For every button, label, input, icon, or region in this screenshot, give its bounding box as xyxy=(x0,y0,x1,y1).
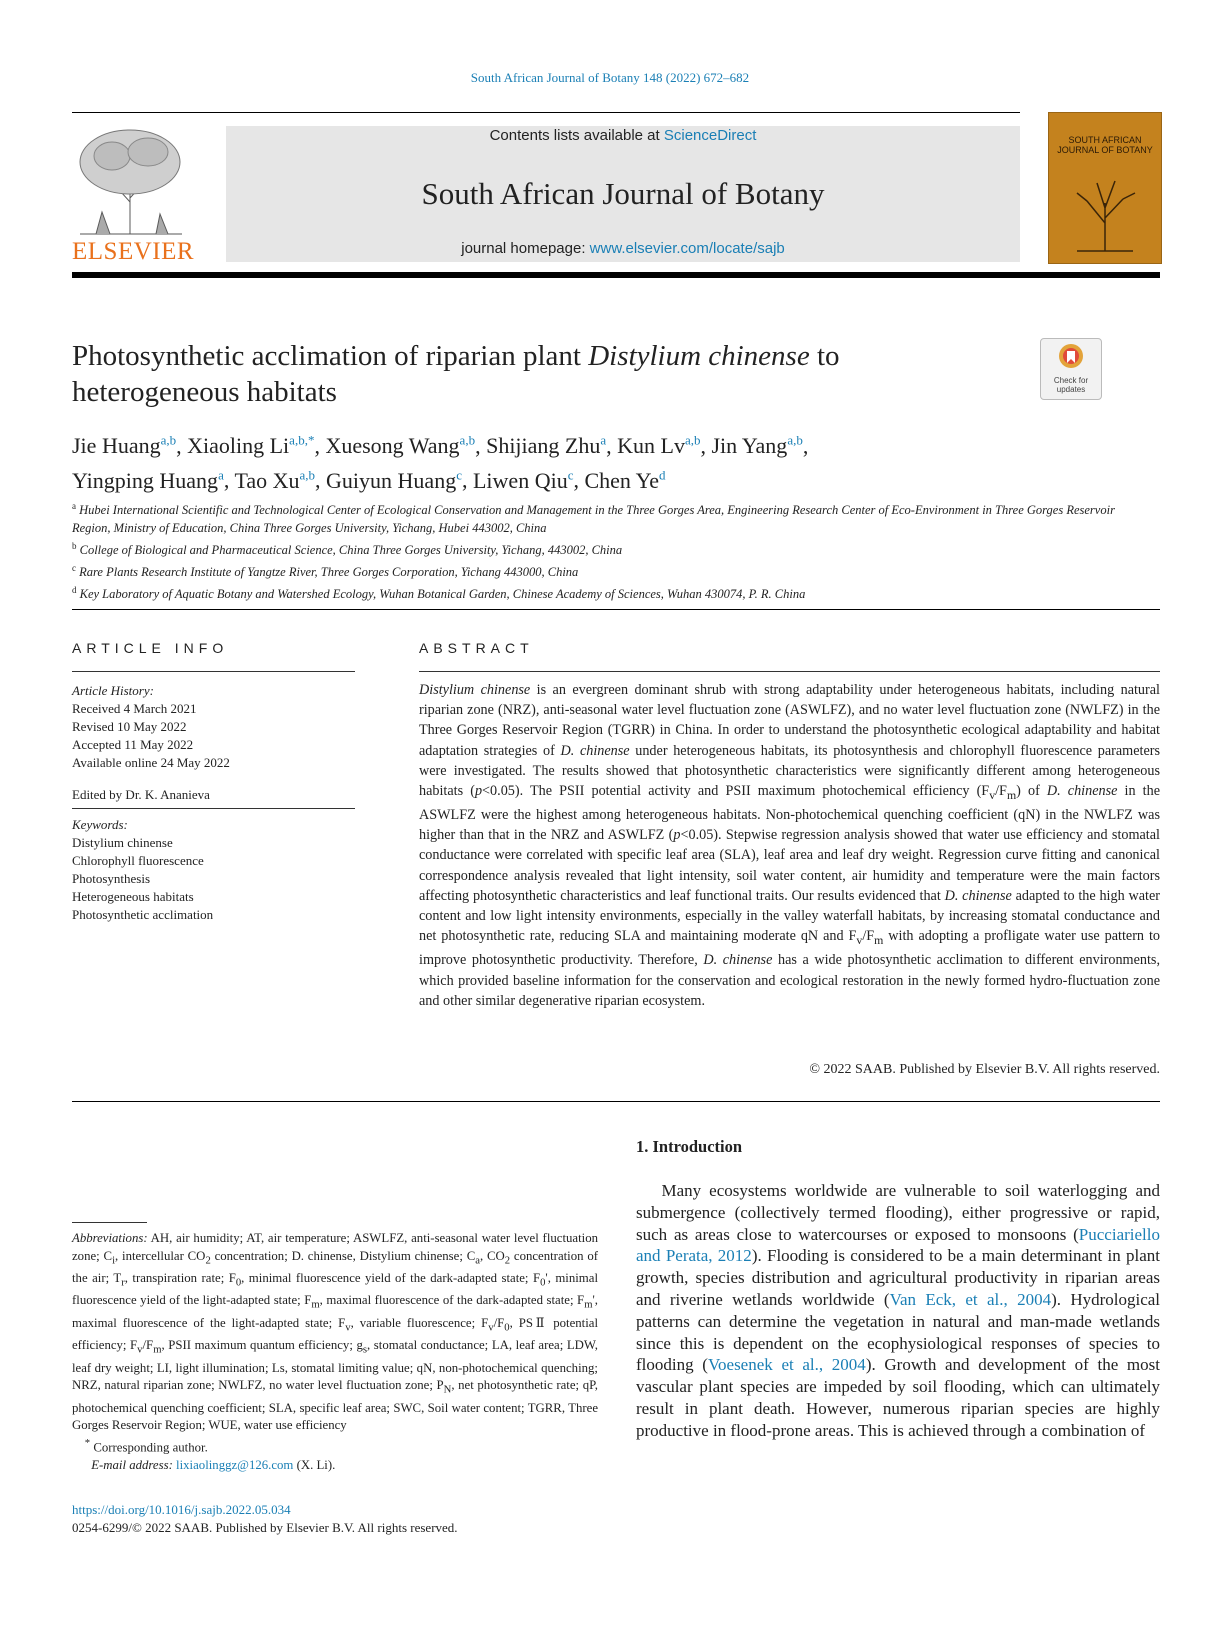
doi-link[interactable]: https://doi.org/10.1016/j.sajb.2022.05.034 xyxy=(72,1502,291,1517)
keyword: Photosynthetic acclimation xyxy=(72,907,214,922)
reference-link[interactable]: Pucciariello and Perata, 2012 xyxy=(636,1224,1160,1266)
elsevier-tree-logo xyxy=(72,122,190,236)
author[interactable]: Jin Yang$^{a,b}$ xyxy=(711,433,803,459)
reference-link[interactable]: Van Eck, et al., 2004 xyxy=(889,1289,1052,1309)
affiliations xyxy=(72,497,1152,604)
email-link[interactable]: lixiaolinggz@126.com xyxy=(176,1458,294,1473)
journal-homepage: journal homepage: www.elsevier.com/locate/sajb xyxy=(461,240,785,257)
affiliation: $^a$ Hubei International Scientific and Technological Center of Ecological Conservation and Management in the Three Gorges Area, Engineering Research Center of Eco-Environment in Three Gorges Reservoir Region, Ministry of Education, China Three Gorges University, Yichang, Hubei 443002, China xyxy=(72,501,1115,536)
homepage-link[interactable]: www.elsevier.com/locate/sajb xyxy=(589,240,785,257)
author[interactable]: Tao Xu$^{a,b}$ xyxy=(234,467,316,493)
abstract-heading: ABSTRACT xyxy=(419,640,534,656)
reference-link[interactable]: Voesenek et al., 2004 xyxy=(707,1355,866,1375)
abbreviations-footnote: Abbreviations: AH, air humidity; AT, air temperature; ASWLFZ, anti-seasonal water level fluctuation zone; $C_i$, intercellular $CO_2$ concentration; D. chinense, Distylium chinense; $C_a$, $CO_2$ concentration of the air; $T_r$, transpiration rate; $F_0$, minimal fluorescence yield of the dark-adapted state; $F_0'$, minimal fluorescence yield of the light-adapted state; $F_m$, maximal fluorescence of the dark-adapted state; $F_m'$, maximal fluorescence of the light-adapted state; $F_v$, variable fluorescence; $F_v/F_0$, PSⅡ potential efficiency; $F_v/F_m$, PSII maximum quantum efficiency; $g_s$, stomatal conductance; LA, leaf area; LDW, leaf dry weight; LI, light illumination; Ls, stomatal limiting value; qN, non-photochemical quenching; NRZ, natural riparian zone; NWLFZ, no water level fluctuation zone; $P_N$, net photosynthetic rate; qP, photochemical quenching coefficient; SLA, specific leaf area; SWC, Soil water content; TGRR, Three Gorges Reservoir Region; WUE, water use efficiency * Corresponding author. E-mail address: lixiaolinggz@126.com (X. Li). xyxy=(72,1231,599,1473)
header-thick-rule xyxy=(72,272,1160,278)
affiliation: $^c$ Rare Plants Research Institute of Yangtze River, Three Gorges Corporation, Yichang 443000, China xyxy=(72,563,579,580)
keyword: Distylium chinense xyxy=(72,835,173,850)
introduction-heading: 1. Introduction xyxy=(636,1137,743,1156)
section-rule-bottom xyxy=(72,1101,1160,1102)
cover-title: SOUTH AFRICAN JOURNAL OF BOTANY xyxy=(1057,135,1153,155)
journal-name: South African Journal of Botany xyxy=(421,176,825,211)
elsevier-wordmark[interactable]: ELSEVIER xyxy=(72,238,195,265)
header-rule xyxy=(72,112,1020,113)
article-history: Article History: Received 4 March 2021 Revised 10 May 2022 Accepted 11 May 2022 Available online 24 May 2022 xyxy=(72,683,230,770)
author[interactable]: Chen Ye$^d$ xyxy=(584,467,666,493)
author[interactable]: Shijiang Zhu$^a$ xyxy=(486,433,607,459)
keyword: Photosynthesis xyxy=(72,871,151,886)
footnote-rule xyxy=(72,1222,147,1223)
author-list: Jie Huang$^{a,b}$, Xiaoling $Li^{a,b,*}$, Xuesong Wang$^{a,b}$, Shijiang Zhu$^a$, Kun Lv$^{a,b}$, Jin Yang$^{a,b}$, Yingping Huang$^a$, Tao Xu$^{a,b}$, Guiyun Huang$^c$, Liwen Qiu$^c$, Chen Ye$^d$ xyxy=(72,433,809,493)
keyword: Chlorophyll fluorescence xyxy=(72,853,204,868)
author[interactable]: Jie Huang$^{a,b}$ xyxy=(72,433,177,459)
contents-availability: Contents lists available at ScienceDirect xyxy=(489,127,757,144)
affiliation: $^b$ College of Biological and Pharmaceutical Science, China Three Gorges University, Yichang, 443002, China xyxy=(72,541,623,558)
cover-tree-illustration xyxy=(1067,163,1143,253)
affiliation: $^d$ Key Laboratory of Aquatic Botany and Watershed Ecology, Wuhan Botanical Garden, Chinese Academy of Sciences, Wuhan 430074, P. R. China xyxy=(72,585,806,602)
issn-copyright: 0254-6299/© 2022 SAAB. Published by Elsevier B.V. All rights reserved. xyxy=(72,1520,458,1535)
keyword: Heterogeneous habitats xyxy=(72,889,194,904)
check-for-updates-label: Check for updates xyxy=(1053,376,1089,394)
author[interactable]: Kun Lv$^{a,b}$ xyxy=(617,433,701,459)
journal-citation[interactable]: South African Journal of Botany 148 (2022) 672–682 xyxy=(470,70,750,85)
journal-cover-thumbnail[interactable] xyxy=(1048,112,1162,264)
article-info-heading: ARTICLE INFO xyxy=(72,640,229,656)
abstract-copyright: © 2022 SAAB. Published by Elsevier B.V. All rights reserved. xyxy=(809,1062,1160,1077)
bookmark-icon xyxy=(1058,343,1084,373)
check-for-updates-button[interactable] xyxy=(1040,338,1102,400)
sciencedirect-link[interactable]: ScienceDirect xyxy=(663,127,757,144)
abstract-rule xyxy=(419,671,1160,672)
abstract-body: Distylium chinense is an evergreen dominant shrub with strong adaptability under heterogeneous habitats, including natural riparian zone (NRZ), anti-seasonal water level fluctuation zone (ASWLFZ), and no water level fluctuation zone (NWLFZ) in the Three Gorges Reservoir Region (TGRR) in China. In order to understand the photosynthetic ecological adaptability and habitat adaptation strategies of D. chinense under heterogeneous habitats, its photosynthesis and chlorophyll fluorescence parameters were investigated. The results showed that photosynthetic characteristics were significantly different among heterogeneous habitats (p<0.05). The PSII potential activity and PSII maximum photochemical efficiency $(F_v/F_m)$ of D. chinense in the ASWLFZ were the highest among heterogeneous habitats. Non-photochemical quenching coefficient (qN) in the NWLFZ was higher than that in the NRZ and ASWLFZ (p<0.05). Stepwise regression analysis showed that water use efficiency and stomatal conductance were correlated with specific leaf area (SLA), leaf area and leaf dry weight. Regression curve fitting and canonical correspondence analysis revealed that light intensity, soil water content, air humidity and temperature were the main factors affecting photosynthetic characteristics and leaf functional traits. Our results evidenced that D. chinense adapted to the high water content and low light intensity environments, especially in the valley waterfall habitats, by increasing stomatal conductance and net photosynthetic rate, reducing SLA and maintaining moderate qN and $F_v/F_m$ with adopting a profligate water use pattern to improve photosynthetic productivity. Therefore, D. chinense has a wide photosynthetic acclimation to different environments, which provided baseline information for the conservation and ecological restoration in the newly formed hydro-fluctuation zone and other similar degenerative riparian ecosystem. xyxy=(419,682,1161,1009)
keywords-rule xyxy=(72,808,355,809)
edited-by: Edited by Dr. K. Ananieva xyxy=(72,787,210,802)
journal-banner xyxy=(226,126,1020,262)
keywords-list: Keywords: Distylium chinense Chlorophyll fluorescence Photosynthesis Heterogeneous habitats Photosynthetic acclimation xyxy=(72,816,355,924)
author[interactable]: Xiaoling $Li^{a,b,*}$ xyxy=(187,433,315,459)
author[interactable]: Xuesong Wang$^{a,b}$ xyxy=(325,433,476,459)
author[interactable]: Yingping Huang$^a$ xyxy=(72,467,224,493)
article-title: Photosynthetic acclimation of riparian plant Distylium chinense to heterogeneous habitats xyxy=(72,340,840,408)
author[interactable]: Liwen Qiu$^c$ xyxy=(472,467,574,493)
section-rule xyxy=(72,609,1160,610)
article-info-rule xyxy=(72,671,355,672)
author[interactable]: Guiyun Huang$^c$ xyxy=(326,467,462,493)
introduction-body: Many ecosystems worldwide are vulnerable to soil waterlogging and submergence (collectively termed flooding), either progressive or rapid, such as areas close to watercourses or exposed to monsoons (Pucciariello and Perata, 2012). Flooding is considered to be a main determinant in plant growth, species distribution and agricultural productivity in riparian areas and riverine wetlands worldwide (Van Eck, et al., 2004). Hydrological patterns can determine the vegetation in natural and man-made wetlands since this is dependent on the ecophysiological responses of species to flooding (Voesenek et al., 2004). Growth and development of the most vascular plant species are impeded by soil flooding, which can ultimately result in plant death. However, numerous riparian species are highly productive in flood-prone areas. This is achieved through a combination of xyxy=(636,1181,1161,1440)
